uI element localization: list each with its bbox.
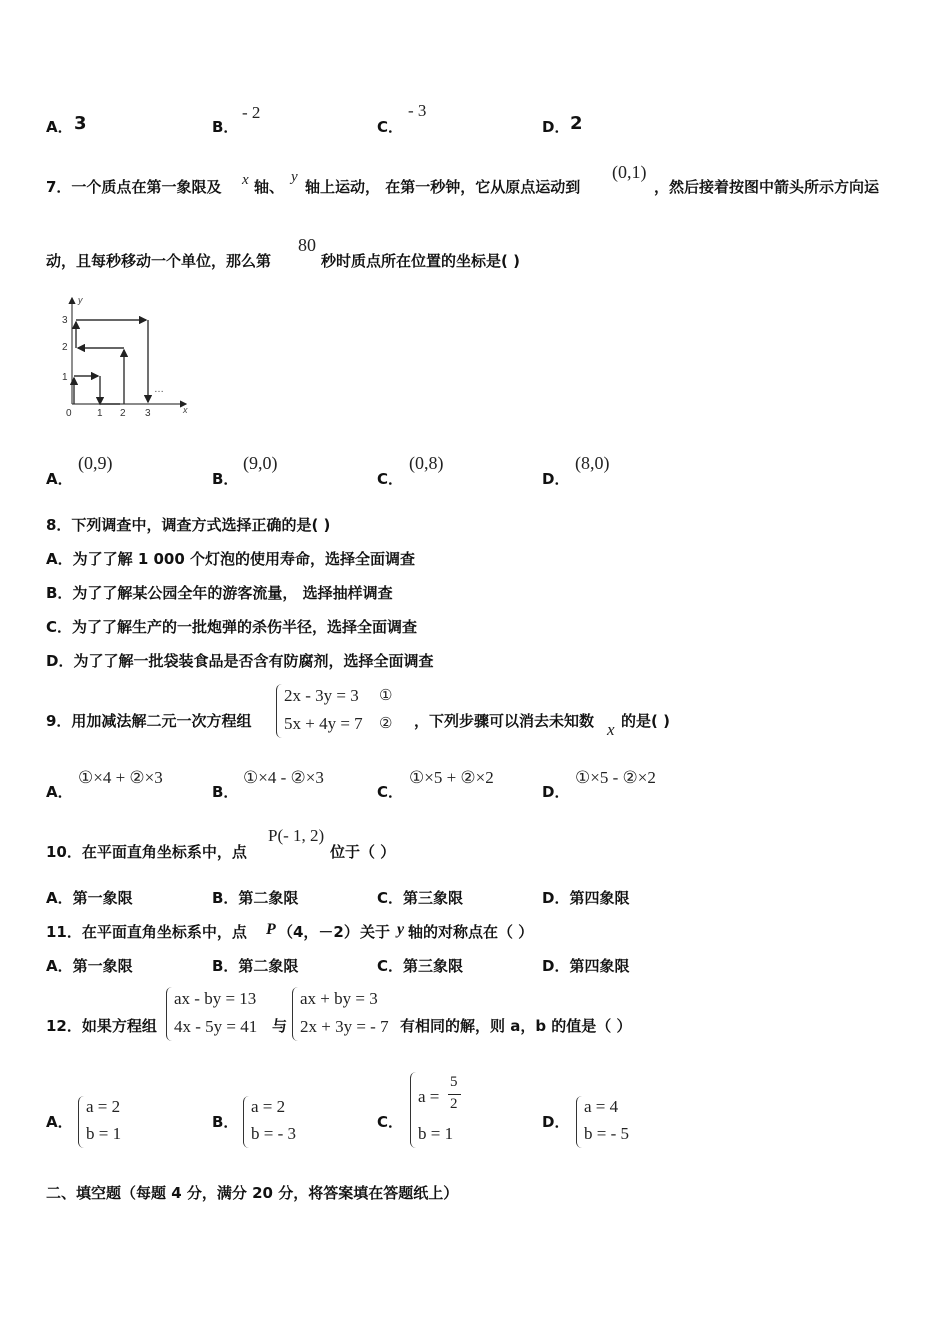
q12-stem-c: 有相同的解，则 a，b 的值是（ ） <box>400 1017 632 1035</box>
q6-option-a-letter: A． <box>46 118 73 136</box>
q12-stem-b: 与 <box>272 1017 288 1035</box>
q11-stem-b: 关于 <box>360 923 391 941</box>
q7-line1-d: ，然后接着按图中箭头所示方向运 <box>654 178 880 196</box>
q11-point-p: P <box>266 921 276 938</box>
q11-option-a: A．第一象限 <box>46 957 133 975</box>
q7-option-b-letter: B． <box>212 470 239 488</box>
q8-option-a: A．为了了解 1 000 个灯泡的使用寿命，选择全面调查 <box>46 550 416 568</box>
q12-option-b-system <box>243 1096 313 1148</box>
q6-option-c-value: - 3 <box>408 101 427 120</box>
q7-y-axis-label: y <box>78 295 83 305</box>
q9-var-x: x <box>607 720 615 739</box>
q9-option-d-letter: D． <box>542 783 570 801</box>
q9-eq2-tag: ② <box>379 716 393 732</box>
q12-stem-a: 12．如果方程组 <box>46 1017 157 1035</box>
q7-option-d-letter: D． <box>542 470 570 488</box>
q7-x-tick-2: 2 <box>120 408 126 419</box>
q9-option-b-letter: B． <box>212 783 239 801</box>
q9-option-b-value: ①×4 - ②×3 <box>243 768 324 787</box>
q12-option-d-a: a = 4 <box>584 1097 619 1116</box>
q9-option-a-letter: A． <box>46 783 73 801</box>
q9-option-a-value: ①×4 + ②×3 <box>78 768 163 787</box>
q12-system-2 <box>292 987 402 1041</box>
q7-start-point: (0,1) <box>612 162 647 182</box>
q9-option-d-value: ①×5 - ②×2 <box>575 768 656 787</box>
q12-system-2-eq2: 2x + 3y = - 7 <box>300 1017 389 1036</box>
q7-option-b-value: (9,0) <box>243 453 278 473</box>
q9-stem-c: 的是( ) <box>621 712 670 730</box>
q6-option-c-letter: C． <box>377 118 404 136</box>
q12-option-c-fraction-bar <box>448 1094 461 1095</box>
q11-stem-a: 11．在平面直角坐标系中，点 <box>46 923 247 941</box>
q7-line1-b: 轴、 <box>254 178 285 196</box>
q7-line1-c: 轴上运动， 在第一秒钟，它从原点运动到 <box>305 178 581 196</box>
q8-option-b: B．为了了解某公园全年的游客流量， 选择抽样调查 <box>46 584 393 602</box>
q6-option-b-letter: B． <box>212 118 239 136</box>
q12-system-1 <box>166 987 272 1041</box>
q7-y-tick-3: 3 <box>62 315 68 326</box>
q8-stem: 8．下列调查中，调查方式选择正确的是( ) <box>46 516 331 534</box>
q12-option-d-letter: D． <box>542 1113 570 1131</box>
q10-option-a: A．第一象限 <box>46 889 133 907</box>
q8-option-c: C．为了了解生产的一批炮弹的杀伤半径，选择全面调查 <box>46 618 418 636</box>
q12-option-b-letter: B． <box>212 1113 239 1131</box>
q7-x-tick-3: 3 <box>145 408 151 419</box>
q12-option-d-system <box>576 1096 646 1148</box>
q12-option-a-system <box>78 1096 138 1148</box>
q12-system-1-eq1: ax - by = 13 <box>174 989 257 1008</box>
q10-option-b: B．第二象限 <box>212 889 299 907</box>
q10-option-c: C．第三象限 <box>377 889 464 907</box>
q10-point: P(- 1, 2) <box>268 826 325 845</box>
q9-eq2: 5x + 4y = 7 <box>284 714 363 733</box>
q9-option-c-letter: C． <box>377 783 404 801</box>
q9-stem-b: ，下列步骤可以消去未知数 <box>414 712 595 730</box>
q11-coords: （4，－2） <box>278 923 359 941</box>
q6-option-d-letter: D． <box>542 118 570 136</box>
q7-line2-b: 秒时质点所在位置的坐标是( ) <box>321 252 520 270</box>
q12-option-b-b: b = - 3 <box>251 1124 296 1143</box>
q7-y-var: y <box>291 169 298 185</box>
q7-option-a-value: (0,9) <box>78 453 113 473</box>
q9-eq1: 2x - 3y = 3 <box>284 686 359 705</box>
q11-stem-c: 轴的对称点在（ ） <box>408 923 534 941</box>
q11-axis-y: y <box>397 921 405 938</box>
q12-option-a-b: b = 1 <box>86 1124 122 1143</box>
section-2-title: 二、填空题（每题 4 分，满分 20 分，将答案填在答题纸上） <box>46 1184 459 1202</box>
q7-option-a-letter: A． <box>46 470 73 488</box>
q7-path-figure <box>56 292 196 422</box>
q11-option-d: D．第四象限 <box>542 957 630 975</box>
q11-option-b: B．第二象限 <box>212 957 299 975</box>
q7-x-axis-label: x <box>183 405 188 415</box>
q11-option-c: C．第三象限 <box>377 957 464 975</box>
q10-stem-a: 10．在平面直角坐标系中，点 <box>46 843 247 861</box>
q7-seconds: 80 <box>298 235 316 255</box>
q7-line2-a: 动，且每秒移动一个单位，那么第 <box>46 252 272 270</box>
q7-line1-a: 7．一个质点在第一象限及 <box>46 178 222 196</box>
q7-y-tick-1: 1 <box>62 372 68 383</box>
q12-option-a-a: a = 2 <box>86 1097 121 1116</box>
q9-equation-system <box>276 684 416 738</box>
q6-option-a-value: 3 <box>74 113 87 134</box>
q7-x-tick-1: 1 <box>97 408 103 419</box>
q9-stem-a: 9．用加减法解二元一次方程组 <box>46 712 252 730</box>
q6-option-d-value: 2 <box>570 113 583 134</box>
q12-option-c-system <box>410 1072 480 1148</box>
q7-x-var: x <box>242 172 249 188</box>
q9-eq1-tag: ① <box>379 688 393 704</box>
q12-option-c-a-numerator: 5 <box>450 1074 458 1090</box>
q12-option-c-b: b = 1 <box>418 1124 454 1143</box>
q7-option-c-letter: C． <box>377 470 404 488</box>
q10-stem-b: 位于（ ） <box>330 843 396 861</box>
q12-option-a-letter: A． <box>46 1113 73 1131</box>
q7-x-tick-0: 0 <box>66 408 72 419</box>
q12-option-c-a-denominator: 2 <box>450 1096 458 1112</box>
q12-option-b-a: a = 2 <box>251 1097 286 1116</box>
q7-option-d-value: (8,0) <box>575 453 610 473</box>
q10-option-d: D．第四象限 <box>542 889 630 907</box>
q12-system-2-eq1: ax + by = 3 <box>300 989 378 1008</box>
q12-option-c-letter: C． <box>377 1113 404 1131</box>
q12-option-c-a: a = <box>418 1087 440 1106</box>
q7-option-c-value: (0,8) <box>409 453 444 473</box>
q7-y-tick-2: 2 <box>62 342 68 353</box>
q7-figure-ellipsis: … <box>154 384 164 395</box>
q7-motion-path <box>74 320 148 404</box>
q6-option-b-value: - 2 <box>242 103 261 122</box>
q12-system-1-eq2: 4x - 5y = 41 <box>174 1017 258 1036</box>
q12-option-d-b: b = - 5 <box>584 1124 629 1143</box>
q8-option-d: D．为了了解一批袋装食品是否含有防腐剂，选择全面调查 <box>46 652 434 670</box>
q9-option-c-value: ①×5 + ②×2 <box>409 768 494 787</box>
